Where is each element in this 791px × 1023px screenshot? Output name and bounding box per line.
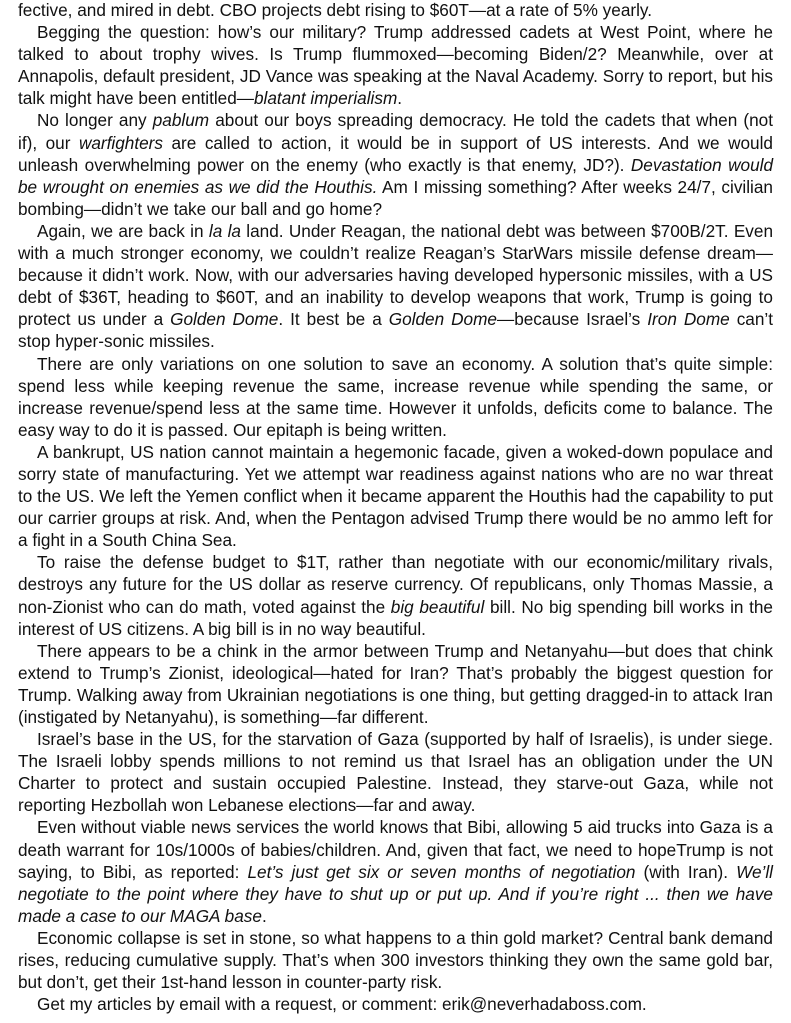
paragraph-segment: —because Israel’s (497, 309, 648, 330)
italic-phrase: Iron Dome (647, 309, 730, 330)
paragraph-contact (18, 993, 773, 1015)
paragraph-segment: Again, we are back in (37, 220, 209, 241)
paragraph-segment: A bankrupt, US nation cannot maintain a hegemonic facade, given a woked-down populace and sorry state of manufacturing. Yet we attempt war readiness against nations who are no war threat to the US. We left the Yemen conflict when it became apparent the Houthis had the capability to put our carrier groups at risk. And, when the Pentagon advised Trump there would be no ammo left for a fight in a South China Sea. (18, 441, 773, 551)
paragraph-aid-trucks (18, 816, 773, 926)
paragraph-gold-market (18, 927, 773, 993)
paragraph-segment: . It best be a (278, 309, 389, 330)
italic-phrase: warfighters (78, 132, 163, 153)
italic-quote: Let’s just get six or seven months of negotiation (247, 861, 636, 882)
paragraph-opening-fragment (18, 0, 773, 21)
paragraph-segment: Even without viable news services the world knows that Bibi, allowing 5 aid trucks into Gaza is a death warrant for 10s/1000s of babies/children. And, given that fact, we need to hopeTrump is not saying, to Bibi, as reported: (18, 817, 773, 882)
paragraph-segment: can’t stop hyper-sonic missiles. (18, 309, 773, 352)
paragraph-segment: fective, and mired in debt. CBO projects debt rising to $60T—at a rate of 5% yearly. (18, 0, 653, 20)
paragraph-chink-in-armor (18, 640, 773, 728)
italic-phrase: big beautiful (390, 596, 485, 617)
paragraph-pablum (18, 109, 773, 219)
paragraph-segment: Am I missing something? After weeks 24/7, civilian bombing—didn’t we take our ball and go home? (18, 176, 773, 219)
paragraph-segment: are called to action, it would be in support of US interests. And we would unleash overwhelming power on the enemy (who exactly is that enemy, JD?). (18, 132, 773, 175)
paragraph-israel-base (18, 728, 773, 816)
paragraph-segment: There are only variations on one solution to save an economy. A solution that’s quite simple: spend less while keeping revenue the same, increase revenue while spending the same, or increase revenue/spend less at the same time. However it unfolds, deficits come to balance. The easy way to do it is passed. Our epitaph is being written. (18, 353, 773, 440)
paragraph-segment: bill. No big spending bill works in the interest of US citizens. A big bill is in no way beautiful. (18, 596, 773, 639)
paragraph-defense-budget (18, 551, 773, 639)
italic-phrase: la la (208, 220, 241, 241)
paragraph-segment: land. Under Reagan, the national debt was between $700B/2T. Even with a much stronger economy, we couldn’t realize Reagan’s StarWars missile defense dream—because it didn’t work. Now, with our adversaries having developed hypersonic missiles, with a US debt of $36T, heading to $60T, and an inability to develop weapons that work, Trump is going to protect us under a (18, 220, 773, 330)
paragraph-la-la-land (18, 220, 773, 353)
paragraph-bankrupt-nation (18, 441, 773, 551)
paragraph-segment: To raise the defense budget to $1T, rather than negotiate with our economic/military rivals, destroys any future for the US dollar as reserve currency. Of republicans, only Thomas Massie, a non-Zionist who can do math, voted against the (18, 552, 773, 617)
italic-phrase: Golden Dome (388, 309, 497, 330)
italic-phrase: Devastation would be wrought on enemies as we did the Houthis. (18, 154, 773, 197)
italic-quote: We’ll negotiate to the point where they have to shut up or put up. And if you’re right ... then we have made a case to our MAGA base (18, 861, 773, 926)
italic-phrase: Golden Dome (170, 309, 279, 330)
contact-line: Get my articles by email with a request, or comment: erik@neverhadaboss.com. (37, 994, 647, 1015)
paragraph-segment: . (261, 905, 267, 926)
paragraph-military (18, 21, 773, 109)
paragraph-segment: (with Iran). (635, 861, 737, 882)
paragraph-segment: Begging the question: how’s our military? Trump addressed cadets at West Point, where he talked to about trophy wives. Is Trump flummoxed—becoming Biden/2? Meanwhile, over at Annapolis, default president, JD Vance was speaking at the Naval Academy. Sorry to report, but his talk might have been entitled— (18, 22, 773, 109)
paragraph-segment: about our boys spreading democracy. He told the cadets that when (not if), our (18, 110, 773, 153)
italic-phrase: blatant imperialism (254, 88, 398, 109)
paragraph-segment: No longer any (37, 110, 153, 131)
paragraph-segment: Economic collapse is set in stone, so what happens to a thin gold market? Central bank demand rises, reducing cumulative supply. That’s when 300 investors thinking they own the same gold bar, but don’t, get their 1st-hand lesson in counter-party risk. (18, 927, 773, 993)
article-page (18, 0, 773, 1015)
paragraph-segment: Israel’s base in the US, for the starvation of Gaza (supported by half of Israelis), is under siege. The Israeli lobby spends millions to not remind us that Israel has an obligation under the UN Charter to protect and sustain occupied Palestine. Instead, they starve-out Gaza, while not reporting Hezbollah won Lebanese elections—far and away. (18, 729, 773, 816)
italic-phrase: pablum (152, 110, 210, 131)
paragraph-segment: There appears to be a chink in the armor between Trump and Netanyahu—but does that chink extend to Trump’s Zionist, ideological—hated for Iran? That’s probably the biggest question for Trump. Walking away from Ukrainian negotiations is one thing, but getting dragged-in to attack Iran (instigated by Netanyahu), is something—far different. (18, 640, 773, 727)
paragraph-one-solution (18, 353, 773, 441)
paragraph-segment: . (397, 88, 403, 109)
